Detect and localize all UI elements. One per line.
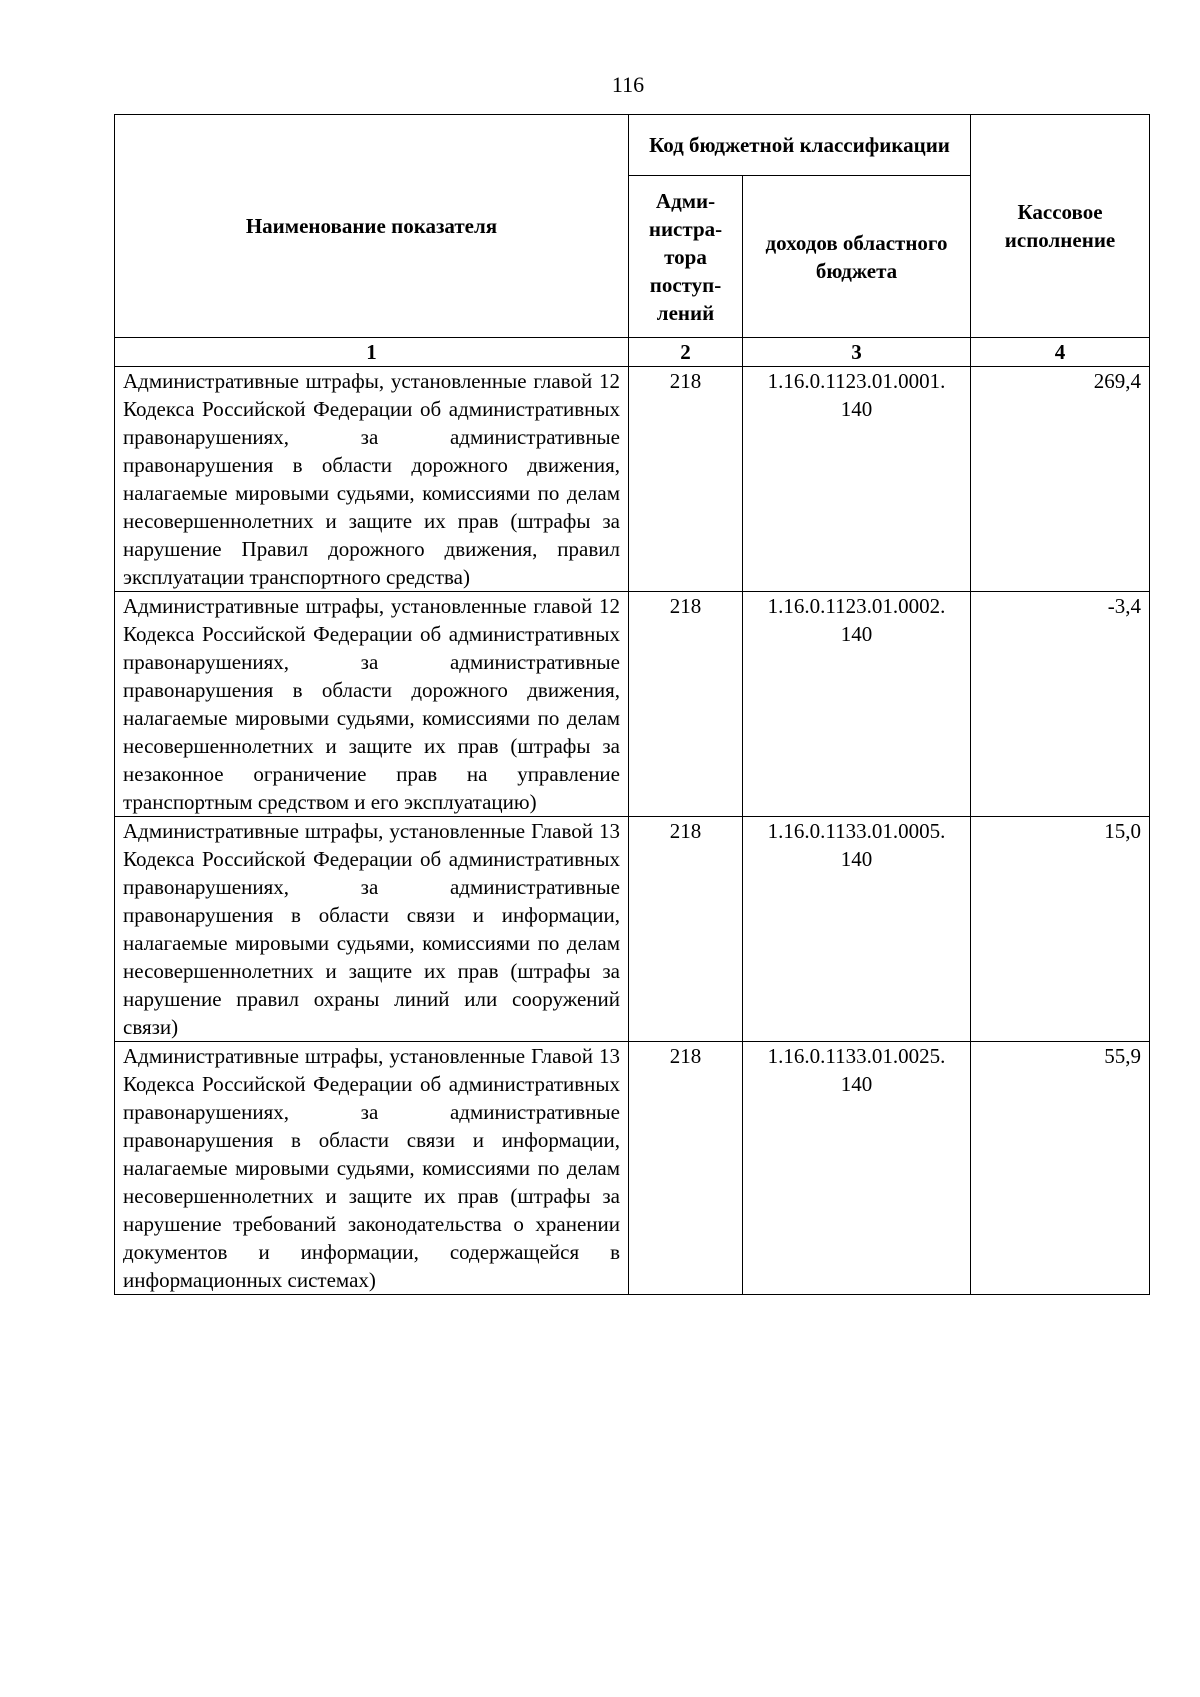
row-income-code: 1.16.0.1123.01.0001. 140	[743, 367, 971, 592]
row-amount: 269,4	[971, 367, 1150, 592]
header-name: Наименование показателя	[115, 115, 629, 338]
table-row	[115, 817, 1150, 1042]
header-code-group: Код бюджетной классификации	[629, 115, 971, 176]
row-name: Административные штрафы, установленные главой 12 Кодекса Российской Федерации об административных правонарушениях, за административные правонарушения в области дорожного движения, налагаемые мировыми судьями, комиссиями по делам несовершеннолетних и защите их прав (штрафы за нарушение Правил дорожного движения, правил эксплуатации транспортного средства)	[115, 367, 629, 592]
column-number: 4	[971, 338, 1150, 367]
row-income-code: 1.16.0.1133.01.0025. 140	[743, 1042, 971, 1295]
header-admin: Адми-нистра-тора поступ-лений	[629, 176, 743, 338]
row-amount: 55,9	[971, 1042, 1150, 1295]
row-amount: 15,0	[971, 817, 1150, 1042]
table-row	[115, 1042, 1150, 1295]
column-number: 2	[629, 338, 743, 367]
row-admin-code: 218	[629, 817, 743, 1042]
header-income: доходов областного бюджета	[743, 176, 971, 338]
header-row-top	[115, 115, 1150, 176]
row-admin-code: 218	[629, 1042, 743, 1295]
column-number: 1	[115, 338, 629, 367]
column-number: 3	[743, 338, 971, 367]
budget-table	[114, 114, 1150, 1295]
row-income-code: 1.16.0.1133.01.0005. 140	[743, 817, 971, 1042]
row-name: Административные штрафы, установленные Главой 13 Кодекса Российской Федерации об административных правонарушениях, за административные правонарушения в области связи и информации, налагаемые мировыми судьями, комиссиями по делам несовершеннолетних и защите их прав (штрафы за нарушение требований законодательства о хранении документов и информации, содержащейся в информационных системах)	[115, 1042, 629, 1295]
row-income-code: 1.16.0.1123.01.0002. 140	[743, 592, 971, 817]
header-execution: Кассовое исполнение	[971, 115, 1150, 338]
row-admin-code: 218	[629, 592, 743, 817]
row-admin-code: 218	[629, 367, 743, 592]
table-row	[115, 367, 1150, 592]
row-name: Административные штрафы, установленные Главой 13 Кодекса Российской Федерации об административных правонарушениях, за административные правонарушения в области связи и информации, налагаемые мировыми судьями, комиссиями по делам несовершеннолетних и защите их прав (штрафы за нарушение правил охраны линий или сооружений связи)	[115, 817, 629, 1042]
table-row	[115, 592, 1150, 817]
row-amount: -3,4	[971, 592, 1150, 817]
column-number-row	[115, 338, 1150, 367]
row-name: Административные штрафы, установленные главой 12 Кодекса Российской Федерации об административных правонарушениях, за административные правонарушения в области дорожного движения, налагаемые мировыми судьями, комиссиями по делам несовершеннолетних и защите их прав (штрафы за незаконное ограничение прав на управление транспортным средством и его эксплуатацию)	[115, 592, 629, 817]
page-number: 116	[611, 72, 645, 97]
